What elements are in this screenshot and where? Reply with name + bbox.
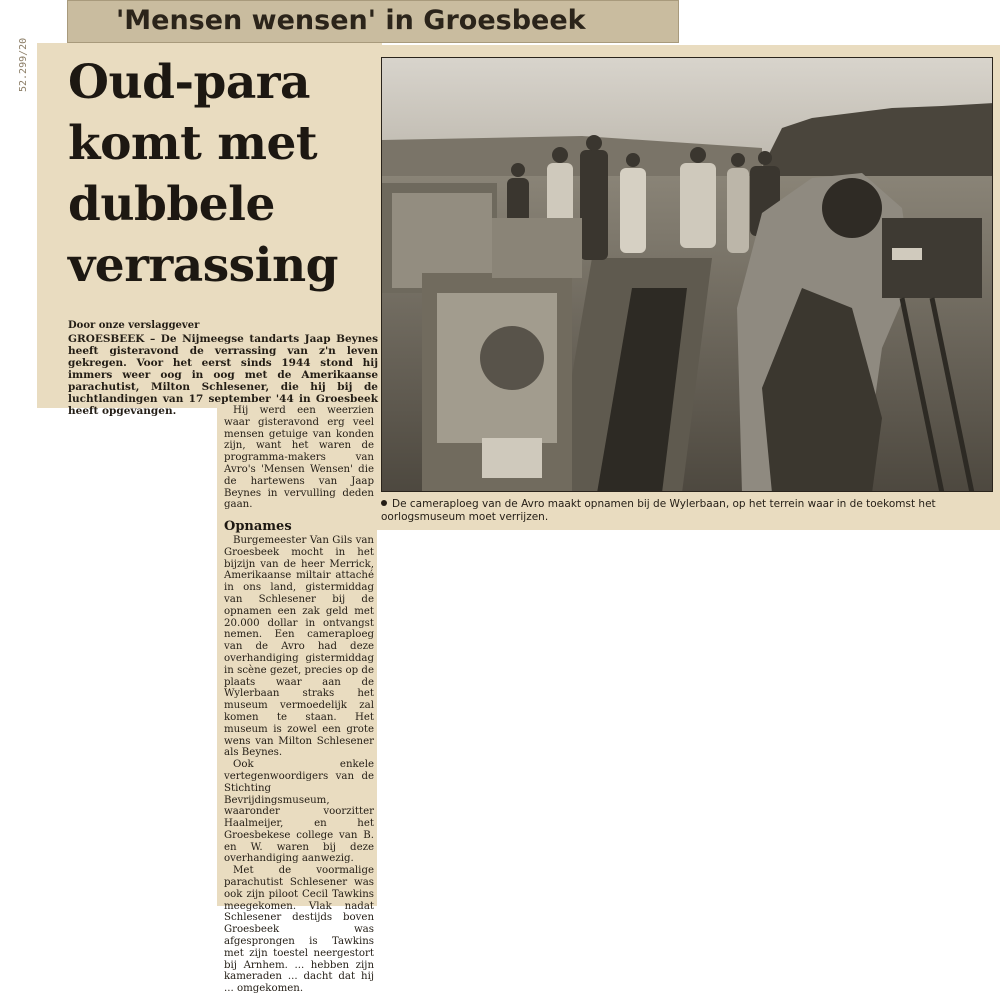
body-paragraph: Hij werd een weerzien waar gisteravond erg veel mensen getuige van konden zijn, want het waren de programma-makers van Avro's 'Mensen Wensen' die de hartewens van Jaap Beynes in vervulling deden gaan. bbox=[224, 405, 374, 511]
headline-line: verrassing bbox=[68, 238, 339, 293]
archive-number: 52.299/20 bbox=[18, 37, 29, 92]
headline-line: dubbele bbox=[68, 177, 275, 232]
bullet-icon bbox=[381, 500, 387, 506]
caption-text: De cameraploeg van de Avro maakt opnamen bij de Wylerbaan, op het terrein waar in de toekomst het oorlogsmuseum moet verrijzen. bbox=[381, 498, 936, 523]
body-paragraph: Ook enkele vertegenwoordigers van de Stichting Bevrijdingsmuseum, waaronder voorzitter Haalmeijer, en het Groesbekese college van B. en W. waren bij deze overhandiging aanwezig. bbox=[224, 759, 374, 865]
headline-line: Oud-para bbox=[68, 55, 311, 110]
headline bbox=[68, 52, 378, 296]
article-body bbox=[224, 405, 374, 995]
photo-caption bbox=[381, 498, 993, 524]
body-paragraph: Met de voormalige parachutist Schlesener was ook zijn piloot Cecil Tawkins meegekomen. Vlak nadat Schlesener destijds boven Groesbeek was afgesprongen is Tawkins met zijn toestel neergestort bij Arnhem. ... hebben zijn kameraden ... dacht dat hij ... omgekomen. bbox=[224, 865, 374, 995]
news-photo bbox=[381, 57, 993, 492]
lead-text: GROESBEEK – De Nijmeegse tandarts Jaap Beynes heeft gisteravond de verrassing van z'n leven gekregen. Voor het eerst sinds 1944 stond hij immers weer oog in oog met de Amerikaanse parachutist, Milton Schlesener, die hij bij de luchtlandingen van 17 september '44 in Groesbeek heeft opgevangen. bbox=[68, 333, 378, 417]
photo-illustration bbox=[382, 58, 993, 492]
byline: Door onze verslaggever bbox=[68, 320, 200, 331]
kicker-strip bbox=[67, 0, 679, 43]
body-paragraph: Burgemeester Van Gils van Groesbeek mocht in het bijzijn van de heer Merrick, Amerikaanse miltair attaché in ons land, gistermiddag van Schlesener bij de opnamen een zak geld met 20.000 dollar in ontvangst nemen. Een cameraploeg van de Avro had deze overhandiging gistermiddag in scène gezet, precies op de plaats waar aan de Wylerbaan straks het museum vermoedelijk zal komen te staan. Het museum is zowel een grote wens van Milton Schlesener als Beynes. bbox=[224, 534, 374, 759]
kicker-title: 'Mensen wensen' in Groesbeek bbox=[116, 5, 586, 36]
subheading: Opnames bbox=[224, 519, 292, 535]
headline-line: komt met bbox=[68, 116, 318, 171]
